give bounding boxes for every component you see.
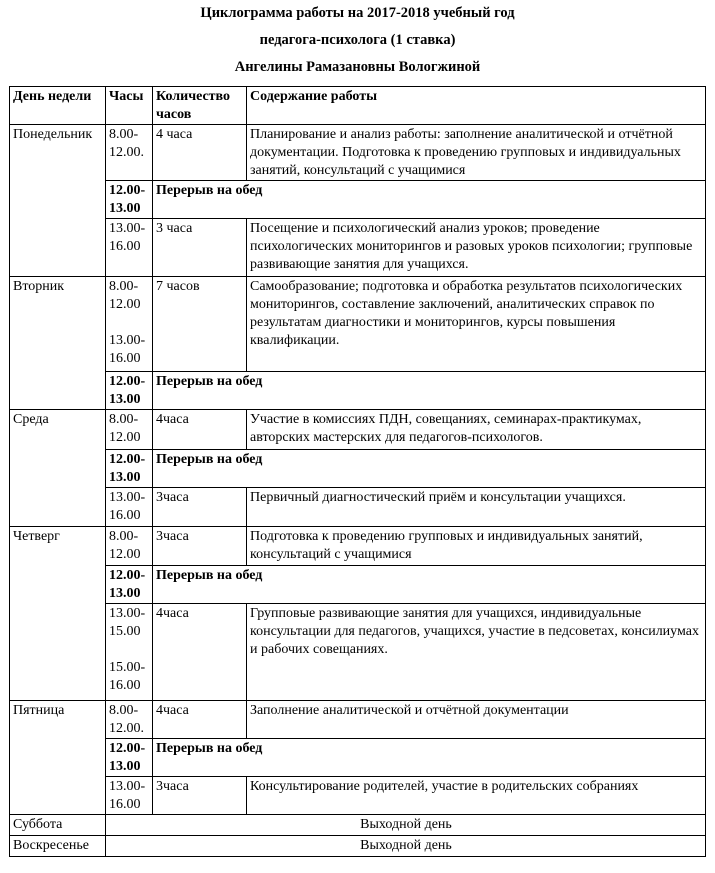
lunch-time: 12.00-13.00 — [106, 450, 153, 488]
lunch-label: Перерыв на обед — [153, 450, 706, 488]
day-cell: Среда — [10, 410, 106, 527]
lunch-label: Перерыв на обед — [153, 566, 706, 604]
hours-count-cell: 4часа — [153, 410, 247, 450]
table-row — [10, 219, 706, 277]
table-row — [10, 527, 706, 566]
table-row — [10, 836, 706, 857]
table-row — [10, 777, 706, 815]
time-cell: 13.00-16.00 — [106, 488, 153, 527]
time-cell: 8.00-12.00. — [106, 701, 153, 739]
content-cell: Первичный диагностический приём и консультации учащихся. — [247, 488, 706, 527]
header-count: Количество часов — [153, 87, 247, 125]
lunch-time: 12.00-13.00 — [106, 181, 153, 219]
lunch-row — [10, 450, 706, 488]
time-cell: 13.00-16.00 — [106, 777, 153, 815]
time-range: 13.00-15.00 — [109, 606, 146, 639]
header-content: Содержание работы — [247, 87, 706, 125]
lunch-time: 12.00-13.00 — [106, 739, 153, 777]
day-off-note: Выходной день — [106, 815, 706, 836]
table-row — [10, 125, 706, 181]
lunch-row — [10, 739, 706, 777]
hours-count-cell: 4часа — [153, 701, 247, 739]
day-off-note: Выходной день — [106, 836, 706, 857]
hours-count-cell: 3часа — [153, 777, 247, 815]
lunch-label: Перерыв на обед — [153, 181, 706, 219]
document-title: Циклограмма работы на 2017-2018 учебный год — [200, 5, 515, 21]
content-cell: Заполнение аналитической и отчётной документации — [247, 701, 706, 739]
lunch-label: Перерыв на обед — [153, 739, 706, 777]
day-cell: Воскресенье — [10, 836, 106, 857]
table-row — [10, 277, 706, 372]
content-cell: Консультирование родителей, участие в родительских собраниях — [247, 777, 706, 815]
time-cell: 8.00-12.00. — [106, 125, 153, 181]
content-cell: Самообразование; подготовка и обработка результатов психологических мониторингов, составление заключений, аналитических справок по результатам диагностики и мониторингов, курсы повышения квалификации. — [247, 277, 706, 372]
lunch-time: 12.00-13.00 — [106, 372, 153, 410]
lunch-row — [10, 566, 706, 604]
time-range: 13.00-16.00 — [109, 333, 146, 366]
content-cell: Групповые развивающие занятия для учащихся, индивидуальные консультации для педагогов, учащихся, участие в педсоветах, консилиумах и рабочих совещаниях. — [247, 604, 706, 701]
content-cell: Планирование и анализ работы: заполнение аналитической и отчётной документации. Подготовка к проведению групповых и индивидуальных занятий, консультаций с учащимися — [247, 125, 706, 181]
hours-count-cell: 4 часа — [153, 125, 247, 181]
hours-count-cell: 3часа — [153, 527, 247, 566]
day-cell: Вторник — [10, 277, 106, 410]
hours-count-cell: 3часа — [153, 488, 247, 527]
content-cell: Посещение и психологический анализ уроков; проведение психологических мониторингов и разовых уроков психологии; групповые развивающие занятия для учащихся. — [247, 219, 706, 277]
time-range: 8.00-12.00 — [109, 279, 141, 312]
hours-count-cell: 7 часов — [153, 277, 247, 372]
table-row — [10, 701, 706, 739]
hours-count-cell: 4часа — [153, 604, 247, 701]
lunch-row — [10, 181, 706, 219]
table-row — [10, 410, 706, 450]
document-subtitle: педагога-психолога (1 ставка) — [259, 32, 456, 48]
time-range: 15.00-16.00 — [109, 660, 146, 693]
time-cell: 8.00-12.00 — [106, 410, 153, 450]
day-cell: Четверг — [10, 527, 106, 701]
day-cell: Пятница — [10, 701, 106, 815]
time-cell: 13.00-16.00 — [106, 219, 153, 277]
lunch-row — [10, 372, 706, 410]
header-day: День недели — [10, 87, 106, 125]
hours-count-cell: 3 часа — [153, 219, 247, 277]
time-cell — [106, 604, 153, 701]
schedule-table — [9, 86, 706, 857]
table-row — [10, 815, 706, 836]
employee-name: Ангелины Рамазановны Вологжиной — [234, 59, 481, 75]
content-cell: Подготовка к проведению групповых и индивидуальных занятий, консультаций с учащимися — [247, 527, 706, 566]
lunch-time: 12.00-13.00 — [106, 566, 153, 604]
day-cell: Суббота — [10, 815, 106, 836]
header-row — [10, 87, 706, 125]
lunch-label: Перерыв на обед — [153, 372, 706, 410]
content-cell: Участие в комиссиях ПДН, совещаниях, семинарах-практикумах, авторских мастерских для педагогов-психологов. — [247, 410, 706, 450]
header-hours: Часы — [106, 87, 153, 125]
table-row — [10, 604, 706, 701]
time-cell — [106, 277, 153, 372]
table-row — [10, 488, 706, 527]
day-cell: Понедельник — [10, 125, 106, 277]
time-cell: 8.00-12.00 — [106, 527, 153, 566]
